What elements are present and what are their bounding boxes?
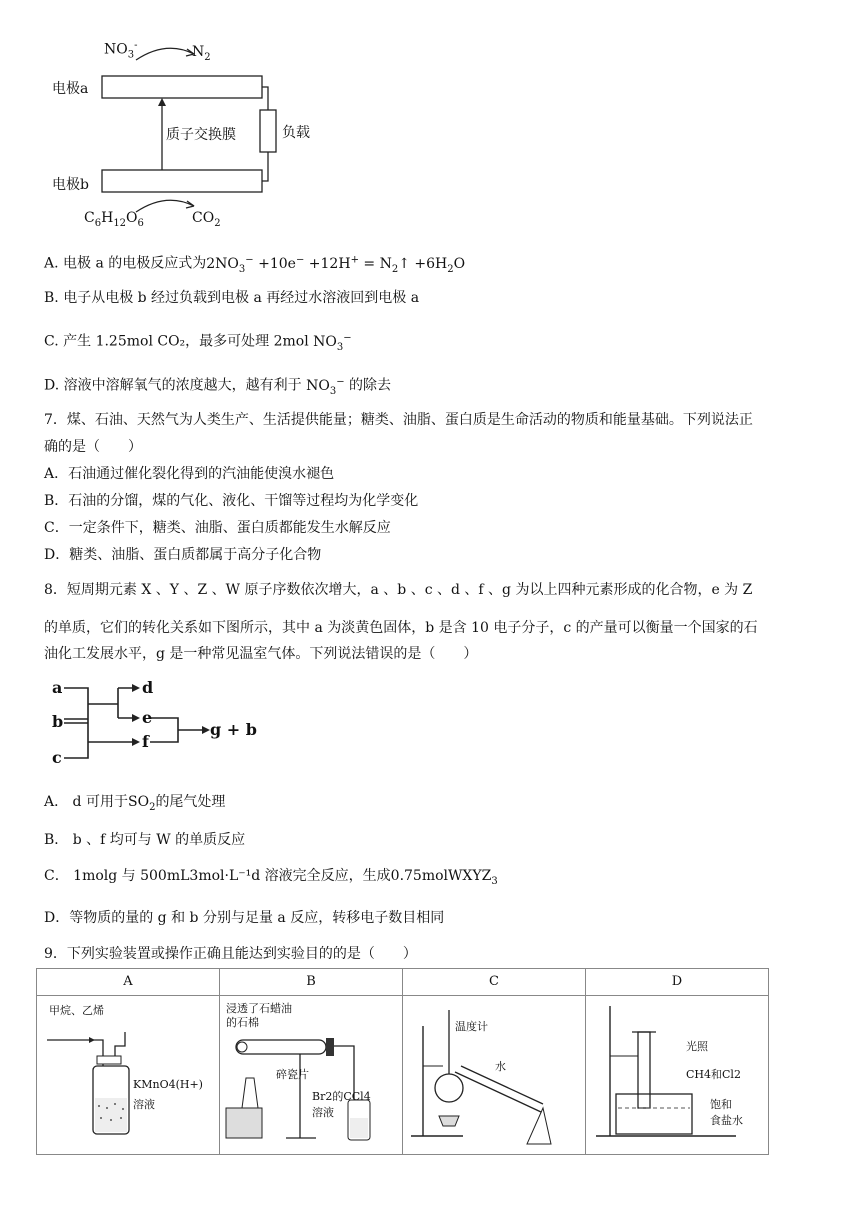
- q8-product: g + b: [210, 720, 257, 739]
- q8-stem-line1: 8．短周期元素 X 、Y 、Z 、W 原子序数依次增大，a 、b 、c 、d 、f 、g 为以上四种元素形成的化合物，e 为 Z: [44, 582, 753, 598]
- electrode-a-label: 电极a: [52, 81, 89, 97]
- q7-stem-line1: 7．煤、石油、天然气为人类生产、生活提供能量；糖类、油脂、蛋白质是生命活动的物质和能量基础。下列说法正: [44, 412, 753, 428]
- q7-option-a: A．石油通过催化裂化得到的汽油能使溴水褪色: [44, 466, 335, 482]
- q9-cell-c: [403, 996, 586, 1155]
- b-label-5: 溶液: [312, 1106, 334, 1119]
- q8-option-a: A． d 可用于$SO_2$的尾气处理: [44, 794, 226, 813]
- q8-option-b: B． b 、f 均可与 W 的单质反应: [44, 832, 246, 848]
- bottom-input-label: $C_6H_{12}O_6$: [84, 210, 144, 229]
- q7-stem-line2: 确的是（ ）: [44, 439, 142, 455]
- b-label-3: 碎瓷片: [276, 1068, 309, 1081]
- d-gas-label: CH4和Cl2: [686, 1068, 741, 1081]
- q9-header-b: B: [220, 969, 403, 996]
- top-output-label: $N_2$: [192, 44, 211, 63]
- q9-header-d: D: [586, 969, 769, 996]
- q8-node-e: e: [142, 708, 153, 727]
- d-light-label: 光照: [686, 1040, 708, 1053]
- d-salt-label-1: 饱和: [710, 1098, 732, 1111]
- b-label-1: 浸透了石蜡油: [226, 1002, 292, 1015]
- q9-stem: 9．下列实验装置或操作正确且能达到实验目的的是（ ）: [44, 946, 417, 962]
- q9-header-c: C: [403, 969, 586, 996]
- d-salt-label-2: 食盐水: [710, 1114, 743, 1127]
- q6-option-c: C. 产生 1.25mol CO₂，最多可处理 2mol $NO_3^-$: [44, 332, 352, 353]
- q8-stem-line3: 油化工发展水平，g 是一种常见温室气体。下列说法错误的是（ ）: [44, 646, 478, 662]
- c-water-label: 水: [495, 1060, 506, 1073]
- q6-option-b: B. 电子从电极 b 经过负载到电极 a 再经过水溶液回到电极 a: [44, 290, 420, 306]
- q8-stem-line2: 的单质，它们的转化关系如下图所示，其中 a 为淡黄色固体，b 是含 10 电子分子，c 的产量可以衡量一个国家的石: [44, 620, 758, 636]
- q8-node-c: c: [52, 748, 62, 767]
- q8-node-d: d: [142, 678, 154, 697]
- q9-apparatus-table: [36, 968, 769, 1155]
- load-label: 负载: [282, 125, 310, 141]
- membrane-label: 质子交换膜: [166, 127, 236, 143]
- q9-cell-d: [586, 996, 769, 1155]
- q6-option-d: D. 溶液中溶解氧气的浓度越大，越有利于 $NO_3^-$ 的除去: [44, 376, 392, 397]
- a-solution-label: 溶液: [133, 1098, 155, 1111]
- b-label-4: Br2的CCl4: [312, 1090, 371, 1103]
- q7-option-c: C．一定条件下，糖类、油脂、蛋白质都能发生水解反应: [44, 520, 391, 536]
- a-reagent-label: KMnO4(H+): [133, 1078, 203, 1091]
- q6-option-a: A. 电极 a 的电极反应式为$2NO_3^- +10e^- +12H^+$ = $N_2↑ +6H_2O$: [44, 254, 466, 275]
- q8-node-f: f: [142, 732, 149, 751]
- q8-node-a: a: [52, 678, 63, 697]
- distillation-apparatus-icon: [403, 996, 585, 1152]
- q7-option-d: D．糖类、油脂、蛋白质都属于高分子化合物: [44, 547, 322, 563]
- q9-header-a: A: [37, 969, 220, 996]
- q8-option-d: D．等物质的量的 g 和 b 分别与足量 a 反应，转移电子数目相同: [44, 910, 445, 926]
- bottom-output-label: $CO_2$: [192, 210, 221, 229]
- a-gas-label: 甲烷、乙烯: [49, 1004, 104, 1017]
- electrode-b-label: 电极b: [52, 177, 89, 193]
- top-input-label: $NO_3^-$: [104, 40, 138, 61]
- gas-washing-bottle-icon: [37, 996, 219, 1152]
- q8-option-c: C． 1molg 与 500mL3mol·L⁻¹d 溶液完全反应，生成0.75molWXYZ$_3$: [44, 868, 498, 887]
- c-thermometer-label: 温度计: [455, 1020, 488, 1033]
- q8-node-b: b: [52, 712, 64, 731]
- q7-option-b: B．石油的分馏，煤的气化、液化、干馏等过程均为化学变化: [44, 493, 419, 509]
- q9-cell-b: [220, 996, 403, 1155]
- q9-cell-a: [37, 996, 220, 1155]
- b-label-2: 的石棉: [226, 1016, 259, 1029]
